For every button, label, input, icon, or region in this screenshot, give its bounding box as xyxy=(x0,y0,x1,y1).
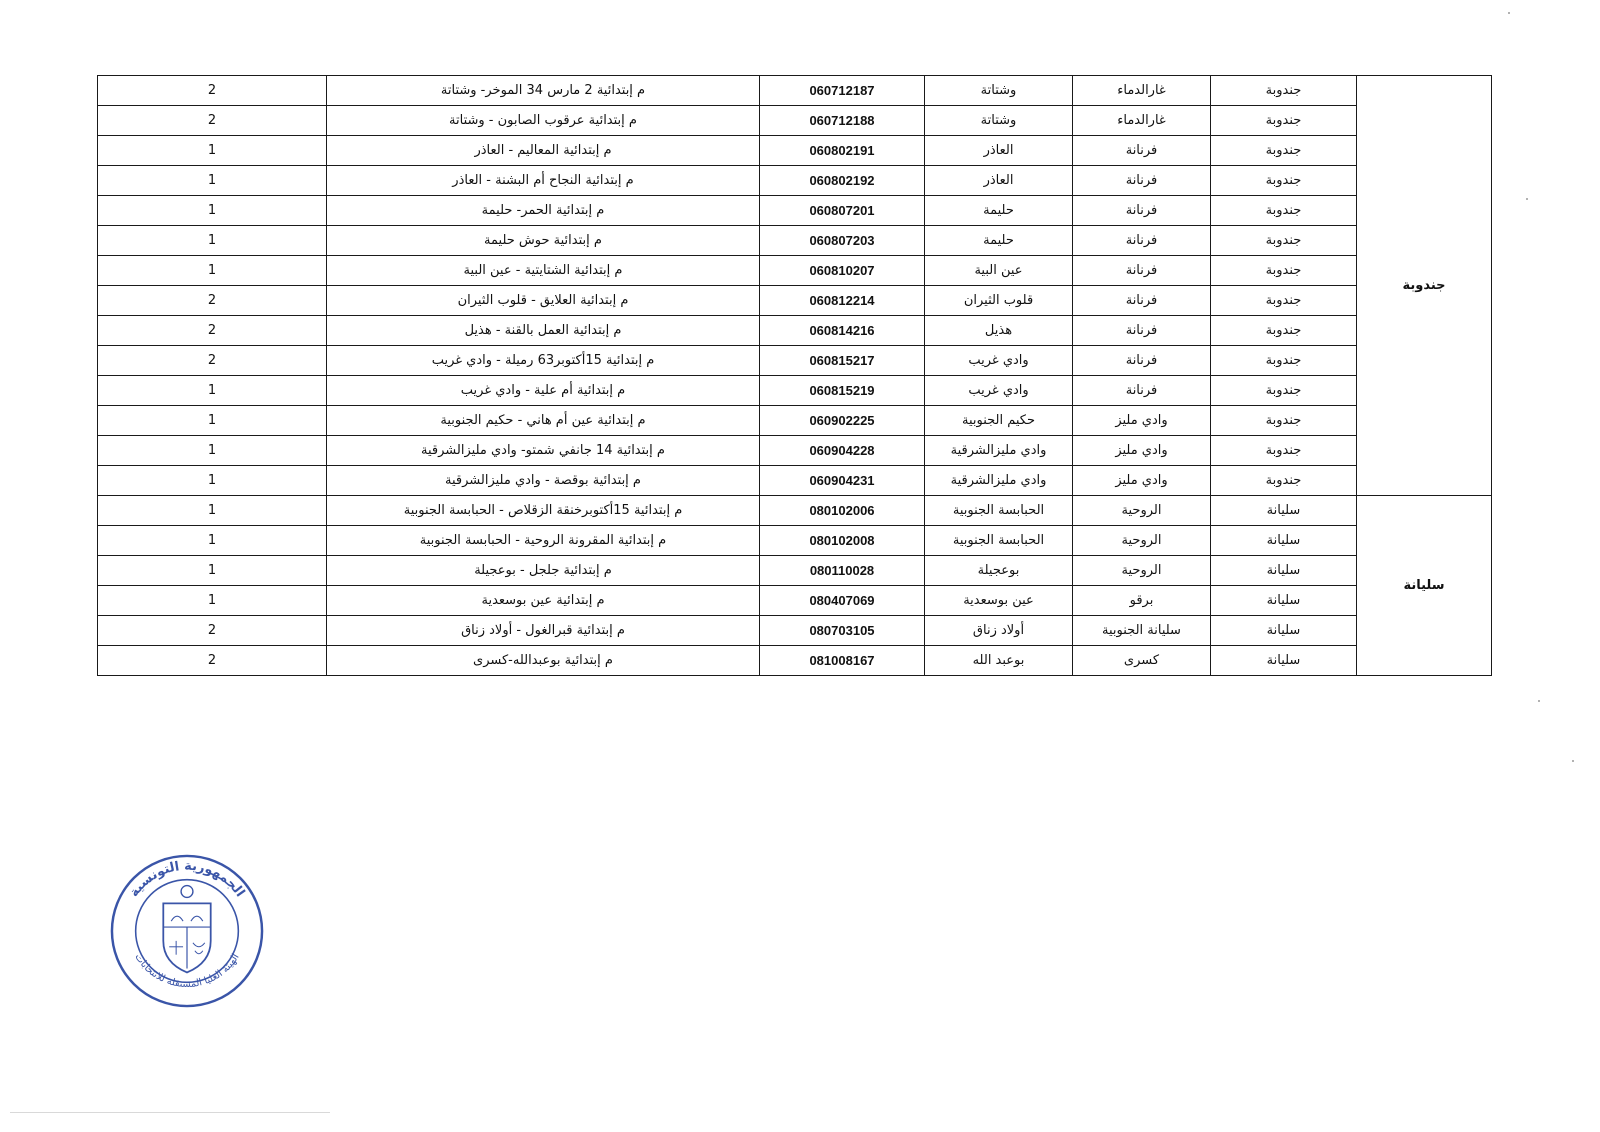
governorate-cell: جندوبة xyxy=(1211,406,1357,436)
imada-cell: عين البية xyxy=(925,256,1073,286)
table-row xyxy=(98,106,1492,136)
row-count-cell: 2 xyxy=(98,76,327,106)
governorate-cell: جندوبة xyxy=(1211,76,1357,106)
school-name-cell: م إبتدائية عرقوب الصابون - وشتاتة xyxy=(327,106,760,136)
schools-table xyxy=(97,75,1492,676)
school-name-cell: م إبتدائية جلجل - بوعجيلة xyxy=(327,556,760,586)
row-count-cell: 2 xyxy=(98,286,327,316)
delegation-cell: كسرى xyxy=(1073,646,1211,676)
school-code-cell: 060902225 xyxy=(760,406,925,436)
row-count-cell: 1 xyxy=(98,376,327,406)
school-code-cell: 060904228 xyxy=(760,436,925,466)
row-count-cell: 2 xyxy=(98,346,327,376)
school-code-cell: 060807201 xyxy=(760,196,925,226)
imada-cell: وادي غريب xyxy=(925,376,1073,406)
school-name-cell: م إبتدائية 14 جانفي شمتو- وادي مليزالشرقية xyxy=(327,436,760,466)
imada-cell: هذيل xyxy=(925,316,1073,346)
governorate-cell: جندوبة xyxy=(1211,166,1357,196)
delegation-cell: غارالدماء xyxy=(1073,76,1211,106)
governorate-cell: جندوبة xyxy=(1211,226,1357,256)
table-row xyxy=(98,586,1492,616)
school-code-cell: 080703105 xyxy=(760,616,925,646)
table-row xyxy=(98,76,1492,106)
delegation-cell: فرنانة xyxy=(1073,196,1211,226)
school-name-cell: م إبتدائية 15أكتوبر63 رميلة - وادي غريب xyxy=(327,346,760,376)
imada-cell: أولاد زناق xyxy=(925,616,1073,646)
row-count-cell: 2 xyxy=(98,646,327,676)
delegation-cell: فرنانة xyxy=(1073,256,1211,286)
delegation-cell: الروحية xyxy=(1073,556,1211,586)
table-row xyxy=(98,376,1492,406)
imada-cell: حكيم الجنوبية xyxy=(925,406,1073,436)
school-code-cell: 060810207 xyxy=(760,256,925,286)
imada-cell: وادي مليزالشرقية xyxy=(925,466,1073,496)
table-row xyxy=(98,166,1492,196)
school-code-cell: 080102008 xyxy=(760,526,925,556)
delegation-cell: فرنانة xyxy=(1073,136,1211,166)
school-code-cell: 060814216 xyxy=(760,316,925,346)
school-code-cell: 060802192 xyxy=(760,166,925,196)
table-row xyxy=(98,226,1492,256)
row-count-cell: 1 xyxy=(98,196,327,226)
scan-artifact-line xyxy=(10,1112,330,1113)
governorate-cell: جندوبة xyxy=(1211,346,1357,376)
delegation-cell: فرنانة xyxy=(1073,166,1211,196)
imada-cell: حليمة xyxy=(925,196,1073,226)
governorate-cell: جندوبة xyxy=(1211,316,1357,346)
table-row xyxy=(98,256,1492,286)
governorate-cell: سليانة xyxy=(1211,496,1357,526)
imada-cell: عين بوسعدية xyxy=(925,586,1073,616)
scan-artifact-dot xyxy=(1526,198,1528,200)
row-count-cell: 1 xyxy=(98,586,327,616)
imada-cell: قلوب الثيران xyxy=(925,286,1073,316)
school-name-cell: م إبتدائية عين بوسعدية xyxy=(327,586,760,616)
governorate-cell: سليانة xyxy=(1211,646,1357,676)
delegation-cell: سليانة الجنوبية xyxy=(1073,616,1211,646)
school-code-cell: 060815219 xyxy=(760,376,925,406)
official-seal-stamp xyxy=(108,852,266,1010)
table-row xyxy=(98,526,1492,556)
row-count-cell: 1 xyxy=(98,256,327,286)
governorate-cell: سليانة xyxy=(1211,586,1357,616)
school-code-cell: 080110028 xyxy=(760,556,925,586)
school-code-cell: 081008167 xyxy=(760,646,925,676)
imada-cell: وادي مليزالشرقية xyxy=(925,436,1073,466)
delegation-cell: الروحية xyxy=(1073,496,1211,526)
imada-cell: وشتاتة xyxy=(925,106,1073,136)
table-row xyxy=(98,646,1492,676)
school-name-cell: م إبتدائية الحمر- حليمة xyxy=(327,196,760,226)
school-name-cell: م إبتدائية بوقصة - وادي مليزالشرقية xyxy=(327,466,760,496)
table-row xyxy=(98,496,1492,526)
governorate-cell: سليانة xyxy=(1211,526,1357,556)
school-name-cell: م إبتدائية أم علية - وادي غريب xyxy=(327,376,760,406)
school-name-cell: م إبتدائية عين أم هاني - حكيم الجنوبية xyxy=(327,406,760,436)
delegation-cell: فرنانة xyxy=(1073,226,1211,256)
table-row xyxy=(98,196,1492,226)
row-count-cell: 1 xyxy=(98,406,327,436)
school-code-cell: 060904231 xyxy=(760,466,925,496)
imada-cell: العاذر xyxy=(925,136,1073,166)
school-code-cell: 060807203 xyxy=(760,226,925,256)
governorate-cell: جندوبة xyxy=(1211,436,1357,466)
table-row xyxy=(98,136,1492,166)
school-code-cell: 060712187 xyxy=(760,76,925,106)
school-code-cell: 080407069 xyxy=(760,586,925,616)
school-code-cell: 060712188 xyxy=(760,106,925,136)
imada-cell: بوعجيلة xyxy=(925,556,1073,586)
row-count-cell: 1 xyxy=(98,166,327,196)
school-code-cell: 060802191 xyxy=(760,136,925,166)
governorate-cell: جندوبة xyxy=(1211,136,1357,166)
delegation-cell: وادي مليز xyxy=(1073,406,1211,436)
table-body xyxy=(98,76,1492,676)
delegation-cell: برقو xyxy=(1073,586,1211,616)
school-name-cell: م إبتدائية المعاليم - العاذر xyxy=(327,136,760,166)
row-count-cell: 2 xyxy=(98,106,327,136)
school-name-cell: م إبتدائية العلايق - قلوب الثيران xyxy=(327,286,760,316)
delegation-cell: فرنانة xyxy=(1073,346,1211,376)
governorate-cell: جندوبة xyxy=(1211,106,1357,136)
school-name-cell: م إبتدائية 2 مارس 34 الموخر- وشتاتة xyxy=(327,76,760,106)
row-count-cell: 1 xyxy=(98,136,327,166)
delegation-cell: الروحية xyxy=(1073,526,1211,556)
governorate-cell: سليانة xyxy=(1211,616,1357,646)
governorate-cell: سليانة xyxy=(1211,556,1357,586)
row-count-cell: 1 xyxy=(98,436,327,466)
governorate-group-cell: سليانة xyxy=(1357,496,1492,676)
scan-artifact-dot xyxy=(1538,700,1540,702)
row-count-cell: 1 xyxy=(98,466,327,496)
imada-cell: وشتاتة xyxy=(925,76,1073,106)
school-name-cell: م إبتدائية 15أكتوبرخنقة الزقلاص - الحبابسة الجنوبية xyxy=(327,496,760,526)
school-code-cell: 060815217 xyxy=(760,346,925,376)
table-row xyxy=(98,616,1492,646)
delegation-cell: وادي مليز xyxy=(1073,436,1211,466)
governorate-cell: جندوبة xyxy=(1211,196,1357,226)
imada-cell: حليمة xyxy=(925,226,1073,256)
seal-top-text: الجمهورية التونسية xyxy=(126,858,248,900)
imada-cell: وادي غريب xyxy=(925,346,1073,376)
imada-cell: العاذر xyxy=(925,166,1073,196)
row-count-cell: 2 xyxy=(98,316,327,346)
table-row xyxy=(98,406,1492,436)
imada-cell: الحبابسة الجنوبية xyxy=(925,496,1073,526)
table-row xyxy=(98,556,1492,586)
governorate-cell: جندوبة xyxy=(1211,286,1357,316)
school-name-cell: م إبتدائية النجاح أم البشنة - العاذر xyxy=(327,166,760,196)
table-row xyxy=(98,346,1492,376)
imada-cell: الحبابسة الجنوبية xyxy=(925,526,1073,556)
imada-cell: بوعبد الله xyxy=(925,646,1073,676)
table-row xyxy=(98,466,1492,496)
delegation-cell: فرنانة xyxy=(1073,376,1211,406)
delegation-cell: وادي مليز xyxy=(1073,466,1211,496)
table-row xyxy=(98,316,1492,346)
school-name-cell: م إبتدائية بوعبدالله-كسرى xyxy=(327,646,760,676)
row-count-cell: 1 xyxy=(98,226,327,256)
delegation-cell: غارالدماء xyxy=(1073,106,1211,136)
seal-bottom-text: الهيئة العليا المستقلة للانتخابات xyxy=(132,951,242,990)
school-name-cell: م إبتدائية حوش حليمة xyxy=(327,226,760,256)
school-code-cell: 060812214 xyxy=(760,286,925,316)
school-name-cell: م إبتدائية قبرالغول - أولاد زناق xyxy=(327,616,760,646)
row-count-cell: 1 xyxy=(98,556,327,586)
governorate-cell: جندوبة xyxy=(1211,376,1357,406)
delegation-cell: فرنانة xyxy=(1073,286,1211,316)
scan-artifact-dot xyxy=(1508,12,1510,14)
governorate-group-cell: جندوبة xyxy=(1357,76,1492,496)
delegation-cell: فرنانة xyxy=(1073,316,1211,346)
governorate-cell: جندوبة xyxy=(1211,256,1357,286)
row-count-cell: 1 xyxy=(98,496,327,526)
school-name-cell: م إبتدائية المقرونة الروحية - الحبابسة الجنوبية xyxy=(327,526,760,556)
row-count-cell: 1 xyxy=(98,526,327,556)
school-code-cell: 080102006 xyxy=(760,496,925,526)
table-row xyxy=(98,286,1492,316)
row-count-cell: 2 xyxy=(98,616,327,646)
table-row xyxy=(98,436,1492,466)
scan-artifact-dot xyxy=(1572,760,1574,762)
school-name-cell: م إبتدائية العمل بالقنة - هذيل xyxy=(327,316,760,346)
governorate-cell: جندوبة xyxy=(1211,466,1357,496)
school-name-cell: م إبتدائية الشتايتية - عين البية xyxy=(327,256,760,286)
